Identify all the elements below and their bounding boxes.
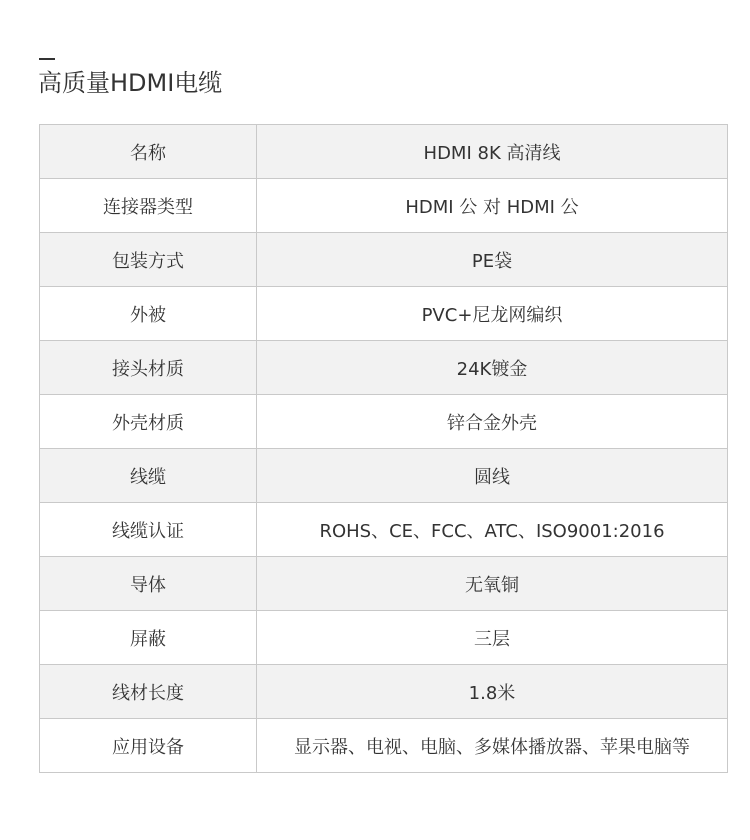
spec-label: 连接器类型 xyxy=(40,179,257,233)
spec-value: 圆线 xyxy=(257,449,728,503)
spec-value: 显示器、电视、电脑、多媒体播放器、苹果电脑等 xyxy=(257,719,728,773)
spec-label: 导体 xyxy=(40,557,257,611)
spec-value: PE袋 xyxy=(257,233,728,287)
spec-label: 应用设备 xyxy=(40,719,257,773)
table-row xyxy=(40,125,728,179)
page-title: 高质量HDMI电缆 xyxy=(38,69,223,97)
title-accent-dash xyxy=(39,58,55,60)
table-row xyxy=(40,557,728,611)
spec-label: 外被 xyxy=(40,287,257,341)
table-row xyxy=(40,233,728,287)
table-row xyxy=(40,611,728,665)
spec-value: 1.8米 xyxy=(257,665,728,719)
spec-value: PVC+尼龙网编织 xyxy=(257,287,728,341)
spec-value: 无氧铜 xyxy=(257,557,728,611)
spec-label: 外壳材质 xyxy=(40,395,257,449)
table-row xyxy=(40,665,728,719)
spec-value: HDMI 8K 高清线 xyxy=(257,125,728,179)
spec-label: 接头材质 xyxy=(40,341,257,395)
spec-value: 24K镀金 xyxy=(257,341,728,395)
spec-table xyxy=(39,124,728,773)
spec-label: 名称 xyxy=(40,125,257,179)
table-row xyxy=(40,341,728,395)
spec-value: 三层 xyxy=(257,611,728,665)
spec-label: 包装方式 xyxy=(40,233,257,287)
table-row xyxy=(40,287,728,341)
spec-label: 线缆认证 xyxy=(40,503,257,557)
spec-value: 锌合金外壳 xyxy=(257,395,728,449)
spec-label: 线材长度 xyxy=(40,665,257,719)
spec-label: 线缆 xyxy=(40,449,257,503)
table-row xyxy=(40,503,728,557)
table-row xyxy=(40,719,728,773)
spec-label: 屏蔽 xyxy=(40,611,257,665)
table-row xyxy=(40,449,728,503)
spec-value: ROHS、CE、FCC、ATC、ISO9001:2016 xyxy=(257,503,728,557)
spec-value: HDMI 公 对 HDMI 公 xyxy=(257,179,728,233)
table-row xyxy=(40,179,728,233)
table-row xyxy=(40,395,728,449)
